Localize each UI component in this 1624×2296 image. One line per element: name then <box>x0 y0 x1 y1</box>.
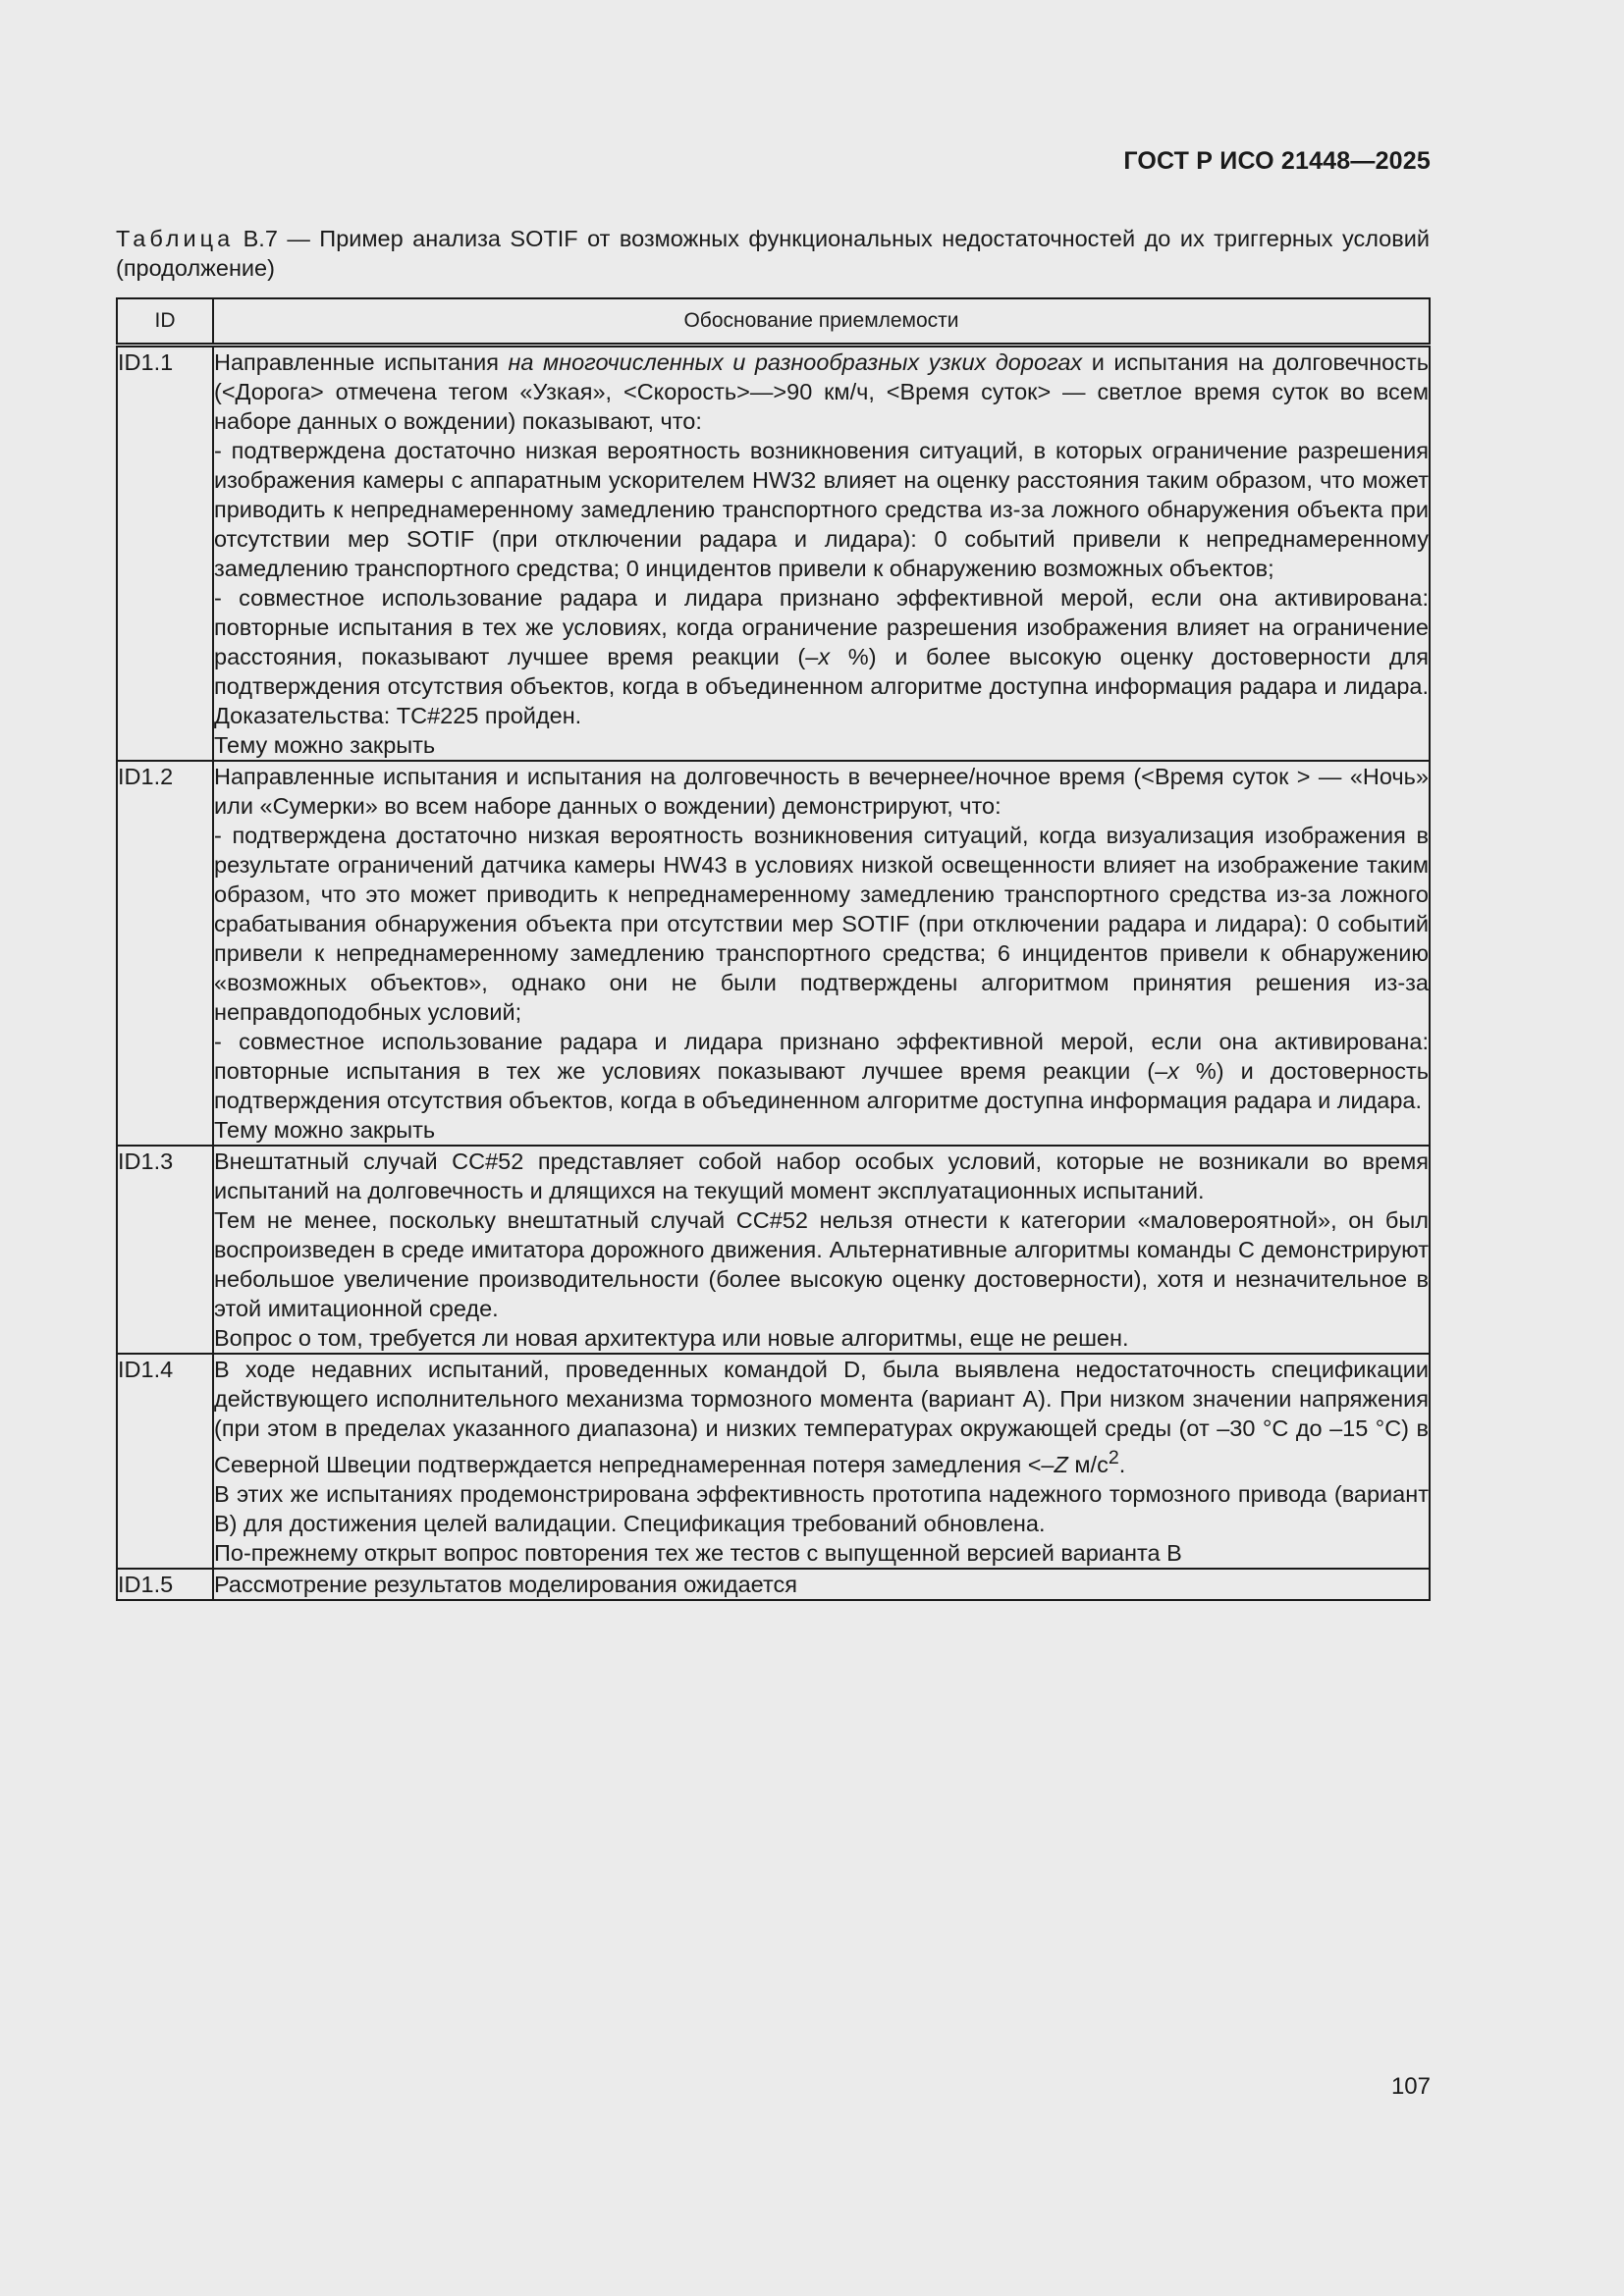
paragraph <box>214 1355 1429 1479</box>
row-justification-cell <box>213 761 1430 1146</box>
paragraph: Тему можно закрыть <box>214 1117 436 1143</box>
row-justification-cell <box>213 1569 1430 1600</box>
table-row <box>117 346 1430 762</box>
text-run: - совместное использование радара и лидара признано эффективной мерой, если она активирована: повторные испытания в тех же условиях, когда ограничение разрешения изображения влияет на ограничение расстояния, показывают лучшее время реакции (– <box>214 585 1429 669</box>
paragraph: - подтверждена достаточно низкая вероятность возникновения ситуаций, когда визуализация изображения в результате ограничений датчика камеры HW43 в условиях низкой освещенности влияет на изображение таким образом, что это может приводить к непреднамеренному замедлению транспортного средства из-за ложного срабатывания обнаружения объекта при отсутствии мер SOTIF (при отключении радара и лидара): 0 событий привели к непреднамеренному замедлению транспортного средства; 6 инцидентов привели к обнаружению «возможных объектов», однако они не были подтверждены алгоритмом принятия решения из-за неправдоподобных условий; <box>214 823 1429 1025</box>
paragraph: Направленные испытания и испытания на долговечность в вечернее/ночное время (<Время суток > — «Ночь» или «Сумерки» во всем наборе данных о вождении) демонстрируют, что: <box>214 764 1429 819</box>
page-number: 107 <box>1390 2073 1431 2100</box>
text-run: . <box>1118 1451 1126 1477</box>
table-row <box>117 761 1430 1146</box>
paragraph: Тему можно закрыть <box>214 732 436 758</box>
paragraph: Вопрос о том, требуется ли новая архитектура или новые алгоритмы, еще не решен. <box>214 1325 1129 1351</box>
row-justification-cell <box>213 346 1430 762</box>
paragraph <box>214 347 1429 436</box>
caption-text: В.7 — Пример анализа SOTIF от возможных функциональных недостаточностей до их триггерных условий (продолжение) <box>116 226 1430 281</box>
table-row <box>117 1146 1430 1354</box>
paragraph: В этих же испытаниях продемонстрирована эффективность прототипа надежного тормозного привода (вариант В) для достижения целей валидации. Спецификация требований обновлена. <box>214 1480 1429 1536</box>
italic-variable: Z <box>1054 1451 1068 1477</box>
paragraph: По-прежнему открыт вопрос повторения тех же тестов с выпущенной версией варианта В <box>214 1539 1182 1566</box>
text-run: Направленные испытания <box>214 349 509 375</box>
column-header-id: ID <box>117 298 213 346</box>
paragraph <box>214 583 1429 730</box>
text-run: м/с <box>1067 1451 1109 1477</box>
table-row <box>117 1569 1430 1600</box>
row-id-cell: ID1.5 <box>117 1569 213 1600</box>
row-justification-cell <box>213 1146 1430 1354</box>
row-id-cell: ID1.3 <box>117 1146 213 1354</box>
italic-text-run: на многочисленных и разнообразных узких дорогах <box>508 349 1083 375</box>
text-run: В ходе недавних испытаний, проведенных командой D, была выявлена недостаточность спецификации действующего исполнительного механизма тормозного момента (вариант А). При низком значении напряжения (при этом в пределах указанного диапазона) и низких температурах окружающей среды (от –30 °С до –15 °С) в Северной Швеции подтверждается непреднамеренная потеря замедления <– <box>214 1357 1429 1477</box>
paragraph <box>214 1027 1429 1115</box>
italic-variable: x <box>818 644 831 669</box>
table-row <box>117 1354 1430 1569</box>
paragraph: Внештатный случай CC#52 представляет собой набор особых условий, которые не возникали во время испытаний на долговечность и длящихся на текущий момент эксплуатационных испытаний. <box>214 1148 1429 1203</box>
italic-variable: x <box>1167 1058 1179 1084</box>
text-run: %) и достоверность подтверждения отсутствия объектов, когда в объединенном алгоритме доступна информация радара и лидара. <box>214 1058 1430 1113</box>
text-run: - совместное использование радара и лидара признано эффективной мерой, если она активирована: повторные испытания в тех же условиях показывают лучшее время реакции (– <box>214 1029 1429 1084</box>
row-id-cell: ID1.4 <box>117 1354 213 1569</box>
column-header-justification: Обоснование приемлемости <box>213 298 1430 346</box>
paragraph: Тем не менее, поскольку внештатный случай CC#52 нельзя отнести к категории «маловероятной», он был воспроизведен в среде имитатора дорожного движения. Альтернативные алгоритмы команды C демонстрируют небольшое увеличение производительности (более высокую оценку достоверности), хотя и незначительное в этой имитационной среде. <box>214 1207 1429 1321</box>
row-id-cell: ID1.2 <box>117 761 213 1146</box>
caption-label: Таблица <box>116 226 235 251</box>
row-id-cell: ID1.1 <box>117 346 213 762</box>
paragraph: - подтверждена достаточно низкая вероятность возникновения ситуаций, в которых ограничение разрешения изображения камеры с аппаратным ускорителем HW32 влияет на оценку расстояния таким образом, что может приводить к непреднамеренному замедлению транспортного средства из-за ложного обнаружения объекта при отсутствии мер SOTIF (при отключении радара и лидара): 0 событий привели к непреднамеренному замедлению транспортного средства; 0 инцидентов привели к обнаружению возможных объектов; <box>214 438 1429 581</box>
paragraph: Рассмотрение результатов моделирования ожидается <box>214 1571 797 1597</box>
document-id: ГОСТ Р ИСО 21448—2025 <box>1123 147 1431 175</box>
table-header-row <box>117 298 1430 346</box>
row-justification-cell <box>213 1354 1430 1569</box>
table-caption <box>116 224 1430 283</box>
text-run: и испытания на долговечность (<Дорога> отмечена тегом «Узкая», <Скорость>—>90 км/ч, <Время суток> — светлое время суток во всем наборе данных о вождении) показывают, что: <box>214 349 1430 434</box>
superscript: 2 <box>1108 1447 1119 1468</box>
justification-table <box>116 297 1431 1601</box>
text-run: %) и более высокую оценку достоверности для подтверждения отсутствия объектов, когда в объединенном алгоритме доступна информация радара и лидара. Доказательства: ТС#225 пройден. <box>214 644 1430 728</box>
